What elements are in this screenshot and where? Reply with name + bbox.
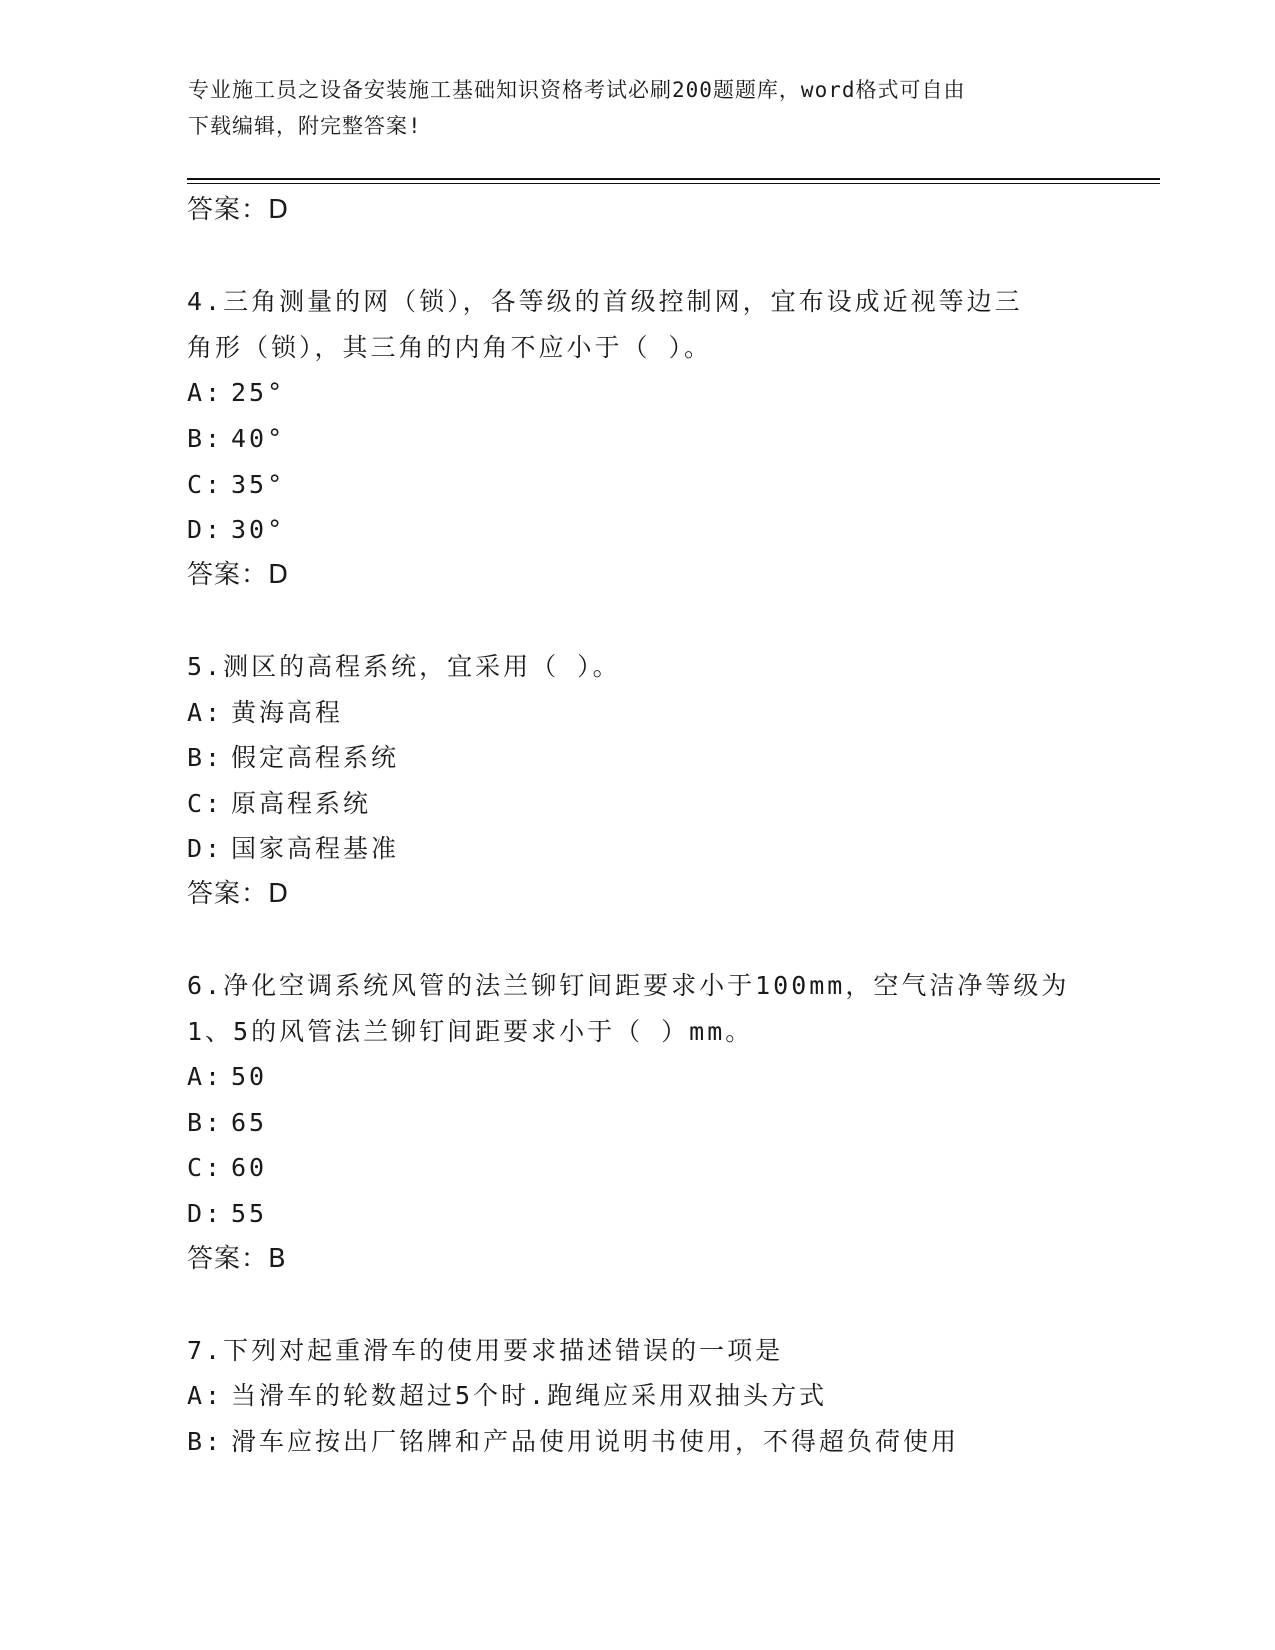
answer: 答案：B [187, 1243, 287, 1274]
option-text: 55 [231, 1199, 268, 1229]
spacer [187, 234, 1087, 280]
option-d [187, 826, 1087, 872]
option-text: 35° [231, 469, 286, 499]
spacer [187, 918, 1087, 964]
header-line-1: 专业施工员之设备安装施工基础知识资格考试必刷200题题库，word格式可自由 [188, 78, 966, 102]
option-b [187, 1419, 1087, 1465]
option-a [187, 1373, 1087, 1419]
option-d [187, 507, 1087, 553]
option-text: 当滑车的轮数超过5个时.跑绳应采用双抽头方式 [231, 1381, 828, 1411]
option-b [187, 416, 1087, 462]
option-text: 65 [231, 1107, 268, 1137]
header-rule-thin [187, 183, 1160, 184]
question-5 [187, 644, 1087, 918]
option-label: D: [187, 834, 224, 864]
option-c [187, 781, 1087, 827]
option-label: C: [187, 1153, 224, 1183]
option-text: 60 [231, 1153, 268, 1183]
option-label: D: [187, 515, 224, 545]
question-7 [187, 1328, 1087, 1465]
question-stem: 角形（锁），其三角的内角不应小于（ ）。 [187, 332, 713, 362]
question-stem: 6.净化空调系统风管的法兰铆钉间距要求小于100mm，空气洁净等级为 [187, 971, 1070, 1001]
option-label: A: [187, 378, 224, 408]
header-line-2: 下载编辑，附完整答案! [188, 114, 422, 138]
option-label: B: [187, 423, 224, 453]
option-label: B: [187, 743, 224, 773]
question-stem: 4.三角测量的网（锁），各等级的首级控制网，宜布设成近视等边三 [187, 287, 1023, 317]
option-label: C: [187, 469, 224, 499]
option-text: 50 [231, 1062, 268, 1092]
document-header [188, 72, 1068, 144]
option-a [187, 370, 1087, 416]
option-a [187, 690, 1087, 736]
option-text: 国家高程基准 [231, 834, 400, 864]
question-4 [187, 279, 1087, 598]
option-label: A: [187, 1062, 224, 1092]
option-a [187, 1054, 1087, 1100]
option-label: B: [187, 1107, 224, 1137]
spacer [187, 598, 1087, 644]
option-d [187, 1191, 1087, 1237]
option-c [187, 1145, 1087, 1191]
option-b [187, 1100, 1087, 1146]
question-list [187, 188, 1087, 1465]
option-label: A: [187, 697, 224, 727]
answer: 答案：D [187, 559, 290, 590]
option-text: 30° [231, 515, 286, 545]
option-b [187, 735, 1087, 781]
question-stem: 5.测区的高程系统，宜采用（ ）。 [187, 651, 621, 681]
option-label: D: [187, 1199, 224, 1229]
previous-answer: 答案：D [187, 195, 290, 225]
option-label: C: [187, 788, 224, 818]
option-label: B: [187, 1427, 224, 1457]
option-label: A: [187, 1381, 224, 1411]
option-text: 滑车应按出厂铭牌和产品使用说明书使用，不得超负荷使用 [231, 1427, 960, 1457]
spacer [187, 1282, 1087, 1328]
option-text: 25° [231, 378, 286, 408]
option-text: 黄海高程 [231, 697, 344, 727]
question-6 [187, 963, 1087, 1282]
option-text: 原高程系统 [231, 788, 372, 818]
question-stem: 1、5的风管法兰铆钉间距要求小于（ ）mm。 [187, 1016, 754, 1046]
option-text: 假定高程系统 [231, 743, 400, 773]
header-rule-thick [187, 178, 1160, 180]
answer: 答案：D [187, 878, 290, 909]
question-stem: 7.下列对起重滑车的使用要求描述错误的一项是 [187, 1335, 784, 1365]
option-text: 40° [231, 423, 286, 453]
option-c [187, 462, 1087, 508]
